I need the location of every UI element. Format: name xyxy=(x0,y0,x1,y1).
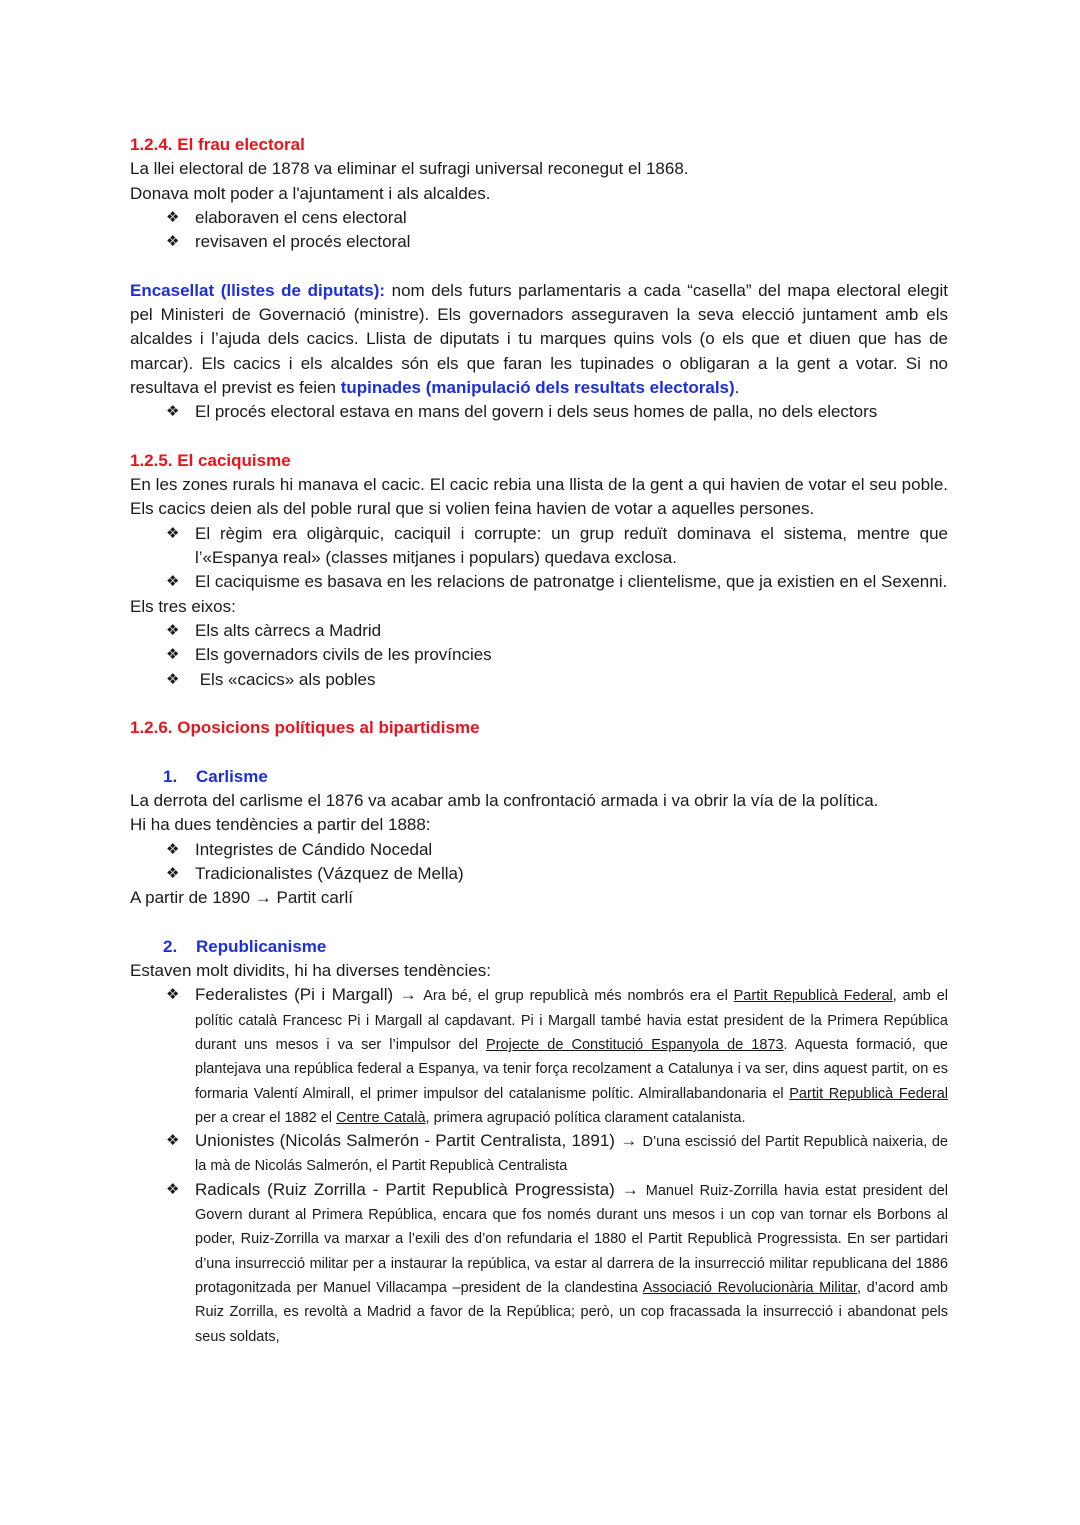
link-centre-catala[interactable]: Centre Català xyxy=(336,1109,426,1126)
document-page xyxy=(130,133,948,1348)
list-item-federalistes: ❖ Federalistes (Pi i Margall) → Ara bé, el grup republicà més nombrós era el Partit Republicà Federal, amb el polític català Francesc Pi i Margall al capdavant. Pi i Margall també havia estat president de la Primera República durant uns mesos i va ser l’impulsor del Projecte de Constitució Espanyola de 1873. Aquesta formació, que plantejava una república federal a Espanya, va tenir força recolzament a Catalunya i va ser, dins aquest partit, on es formaria Valentí Almirall, el primer impulsor del catalanisme polític. Almirallabandonaria el Partit Republicà Federal per a crear el 1882 el Centre Català, primera agrupació política clarament catalanista. xyxy=(166,985,948,1126)
list-item: ❖ elaboraven el cens electoral xyxy=(130,206,948,230)
section-title-frau-electoral: 1.2.4. El frau electoral xyxy=(130,135,305,154)
list-item: ❖ Els governadors civils de les províncies xyxy=(130,643,948,667)
list-item: ❖ Els alts càrrecs a Madrid xyxy=(130,619,948,643)
link-partit-republica-federal[interactable]: Partit Republicà Federal xyxy=(789,1085,948,1102)
bullet-icon: ❖ xyxy=(166,670,180,688)
list-item: ❖ Els «cacics» als pobles xyxy=(130,668,948,692)
paragraph: La derrota del carlisme el 1876 va acabar amb la confrontació armada i va obrir la vía de la política. xyxy=(130,791,879,811)
paragraph: En les zones rurals hi manava el cacic. El cacic rebia una llista de la gent a qui havien de votar el seu poble. Els cacics deien als del poble rural que si volien feina havien de votar a aquelles persones. xyxy=(130,475,948,519)
section-title-caciquisme: 1.2.5. El caciquisme xyxy=(130,450,291,470)
paragraph: La llei electoral de 1878 va eliminar el sufragi universal reconegut el 1868. xyxy=(130,159,689,179)
bullet-icon: ❖ xyxy=(166,403,180,421)
bullet-icon: ❖ xyxy=(166,646,180,664)
bullet-icon: ❖ xyxy=(166,208,180,226)
list-item: ❖ Integristes de Cándido Nocedal xyxy=(130,838,948,862)
list-item: ❖ revisaven el procés electoral xyxy=(130,230,948,254)
bullet-icon: ❖ xyxy=(166,986,180,1004)
subsection-title-carlisme: 1. Carlisme xyxy=(163,766,268,786)
paragraph: Estaven molt dividits, hi ha diverses tendències: xyxy=(130,961,491,981)
list-item-unionistes: ❖ Unionistes (Nicolás Salmerón - Partit Centralista, 1891) → D’una escissió del Partit Republicà naixeria, de la mà de Nicolás Salmerón, el Partit Republicà Centralista xyxy=(166,1131,948,1175)
link-projecte-constitucio[interactable]: Projecte de Constitució Espanyola de 1873 xyxy=(486,1036,784,1053)
bullet-list xyxy=(130,400,948,424)
list-item: ❖ Tradicionalistes (Vázquez de Mella) xyxy=(130,862,948,886)
encasellat-paragraph: Encasellat (llistes de diputats): nom dels futurs parlamentaris a cada “casella” del mapa electoral elegit pel Ministeri de Governació (ministre). Els governadors asseguraven la seva elecció juntament amb els alcaldes i l’ajuda dels cacics. Llista de diputats i tu marques quins vols (o els que et diuen que has de marcar). Els cacics i els alcaldes són els que faran les tupinades o obligaran a la gent a votar. Si no resultava el previst es feien tupinades (manipulació dels resultats electorals). xyxy=(130,280,948,397)
bullet-icon: ❖ xyxy=(166,1180,180,1198)
bullet-icon: ❖ xyxy=(166,524,180,542)
bullet-list xyxy=(130,619,948,692)
subsection-title-republicanisme: 2. Republicanisme xyxy=(163,936,327,956)
bullet-icon: ❖ xyxy=(166,864,180,882)
bullet-icon: ❖ xyxy=(166,233,180,251)
paragraph: Donava molt poder a l'ajuntament i als alcaldes. xyxy=(130,183,491,203)
list-item: ❖ El caciquisme es basava en les relacions de patronatge i clientelisme, que ja existien en el Sexenni. xyxy=(130,570,948,594)
section-title-oposicions: 1.2.6. Oposicions polítiques al bipartidisme xyxy=(130,718,480,738)
bullet-list xyxy=(130,206,948,255)
term-encasellat: Encasellat (llistes de diputats): xyxy=(130,280,386,300)
bullet-icon: ❖ xyxy=(166,573,180,591)
list-item-radicals: ❖ Radicals (Ruiz Zorrilla - Partit Republicà Progressista) → Manuel Ruiz-Zorrilla havia estat president del Govern durant al Primera República, encara que fos només durant uns mesos i un cop van tornar els Borbons al poder, Ruiz-Zorrilla va marxar a l’exili des d’on refundaria el 1880 el Partit Republicà Progressista. En ser partidari d’una insurrecció militar per a instaurar la república, va estar al darrera de la insurrecció militar republicana del 1886 protagonitzada per Manuel Villacampa –president de la clandestina Associació Revolucionària Militar, d’acord amb Ruiz Zorrilla, es revoltà a Madrid a favor de la República; però, un cop fracassada la insurrecció i abandonat pels seus soldats, xyxy=(166,1179,948,1345)
link-associacio-revolucionaria-militar[interactable]: Associació Revolucionària Militar xyxy=(642,1279,857,1296)
bullet-icon: ❖ xyxy=(166,621,180,639)
paragraph: A partir de 1890 → Partit carlí xyxy=(130,888,353,908)
term-tupinades: tupinades (manipulació dels resultats electorals) xyxy=(340,377,735,397)
bullet-list xyxy=(130,983,948,1347)
paragraph: Els tres eixos: xyxy=(130,596,236,616)
bullet-icon: ❖ xyxy=(166,840,180,858)
list-item: ❖ El procés electoral estava en mans del govern i dels seus homes de palla, no dels electors xyxy=(130,400,948,424)
bullet-list xyxy=(130,522,948,595)
link-partit-republica-federal[interactable]: Partit Republicà Federal xyxy=(733,988,893,1005)
bullet-icon: ❖ xyxy=(166,1132,180,1150)
bullet-list xyxy=(130,838,948,887)
list-item: ❖ El règim era oligàrquic, caciquil i corrupte: un grup reduït dominava el sistema, mentre que l’«Espanya real» (classes mitjanes i populars) quedava exclosa. xyxy=(166,523,948,568)
paragraph: Hi ha dues tendències a partir del 1888: xyxy=(130,815,431,835)
